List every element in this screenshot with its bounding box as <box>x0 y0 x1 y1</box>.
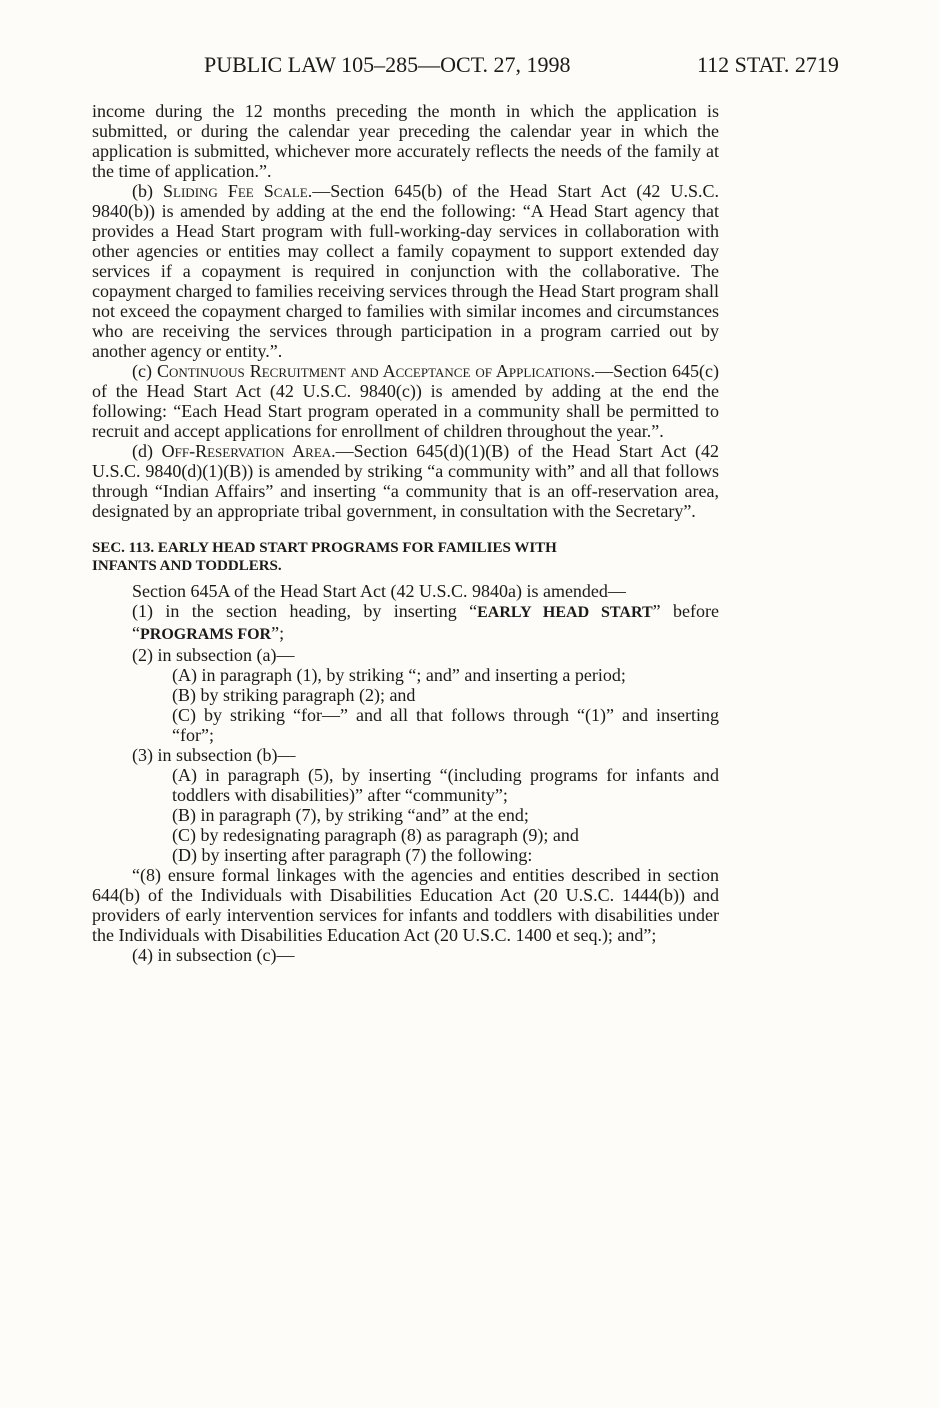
list-item-1-text-b: ” before “ <box>132 601 719 643</box>
section-heading-line2: INFANTS AND TODDLERS. <box>92 558 282 574</box>
paragraph-d-prefix: (d) <box>132 441 162 461</box>
page-body <box>92 101 719 965</box>
paragraph-c-heading: Continuous Recruitment and Acceptance of Applications. <box>156 361 596 381</box>
list-item-1-before: PROGRAMS FOR <box>140 626 272 643</box>
paragraph-c-prefix: (c) <box>132 361 157 381</box>
paragraph-c-text: —Section 645(c) of the Head Start Act (42 U.S.C. 9840(c)) is amended by adding at the end the following: “Each Head Start program operated in a community shall be permitted to recruit and accept applications for enrollment of children throughout the year.”. <box>92 361 719 441</box>
list-item-2A: (A) in paragraph (1), by striking “; and” and inserting a period; <box>172 665 626 685</box>
list-item-3: (3) in subsection (b)— <box>132 745 296 765</box>
list-item-2C: (C) by striking “for—” and all that follows through “(1)” and inserting “for”; <box>172 705 719 745</box>
list-item-4: (4) in subsection (c)— <box>132 945 295 965</box>
paragraph-d-heading: Off-Reservation Area. <box>161 441 336 461</box>
list-item-3A: (A) in paragraph (5), by inserting “(including programs for infants and toddlers with disabilities)” after “community”; <box>172 765 719 805</box>
list-item-3C: (C) by redesignating paragraph (8) as paragraph (9); and <box>172 825 579 845</box>
list-item-1 <box>92 601 719 645</box>
paragraph-b <box>92 181 719 361</box>
list-item-3D: (D) by inserting after paragraph (7) the following: <box>172 845 533 865</box>
paragraph-c <box>92 361 719 441</box>
paragraph-income: income during the 12 months preceding the month in which the application is submitted, or during the calendar year preceding the calendar year in which the application is submitted, whichever more accurately reflects the needs of the family at the time of application.”. <box>92 101 719 181</box>
section-heading-line1: SEC. 113. EARLY HEAD START PROGRAMS FOR FAMILIES WITH <box>92 540 557 556</box>
list-item-2: (2) in subsection (a)— <box>132 645 295 665</box>
paragraph-b-text: —Section 645(b) of the Head Start Act (42 U.S.C. 9840(b)) is amended by adding at the end the following: “A Head Start agency that provides a Head Start program with full-working-day services in collaboration with other agencies or entities may collect a family copayment to support extended day services if a copayment is required in conjunction with the collaborative. The copayment charged to families receiving services through the Head Start program shall not exceed the copayment charged to families with similar incomes and circumstances who are receiving the services through participation in a program carried out by another agency or entity.”. <box>92 181 719 361</box>
page-header <box>0 52 939 86</box>
paragraph-b-heading: Sliding Fee Scale. <box>163 181 313 201</box>
running-title: PUBLIC LAW 105–285—OCT. 27, 1998 <box>204 52 571 77</box>
list-item-3B: (B) in paragraph (7), by striking “and” at the end; <box>172 805 529 825</box>
section-intro: Section 645A of the Head Start Act (42 U.S.C. 9840a) is amended— <box>132 581 626 601</box>
quoted-paragraph-8: “(8) ensure formal linkages with the agencies and entities described in section 644(b) of the Individuals with Disabilities Education Act (20 U.S.C. 1444(b)) and providers of early intervention services for infants and toddlers with disabilities under the Individuals with Disabilities Education Act (20 U.S.C. 1400 et seq.); and”; <box>92 865 719 945</box>
list-item-2B: (B) by striking paragraph (2); and <box>172 685 416 705</box>
list-item-1-insert: EARLY HEAD START <box>477 604 653 621</box>
list-item-1-text-c: ”; <box>271 623 285 643</box>
paragraph-d-text: —Section 645(d)(1)(B) of the Head Start Act (42 U.S.C. 9840(d)(1)(B)) is amended by striking “a community with” and all that follows through “Indian Affairs” and inserting “a community that is an off-reservation area, designated by an appropriate tribal government, in consultation with the Secretary”. <box>92 441 719 521</box>
statute-page-number: 112 STAT. 2719 <box>697 52 839 77</box>
list-item-1-text-a: (1) in the section heading, by inserting “ <box>132 601 478 621</box>
paragraph-d <box>92 441 719 521</box>
section-heading <box>92 539 719 575</box>
paragraph-b-prefix: (b) <box>132 181 164 201</box>
